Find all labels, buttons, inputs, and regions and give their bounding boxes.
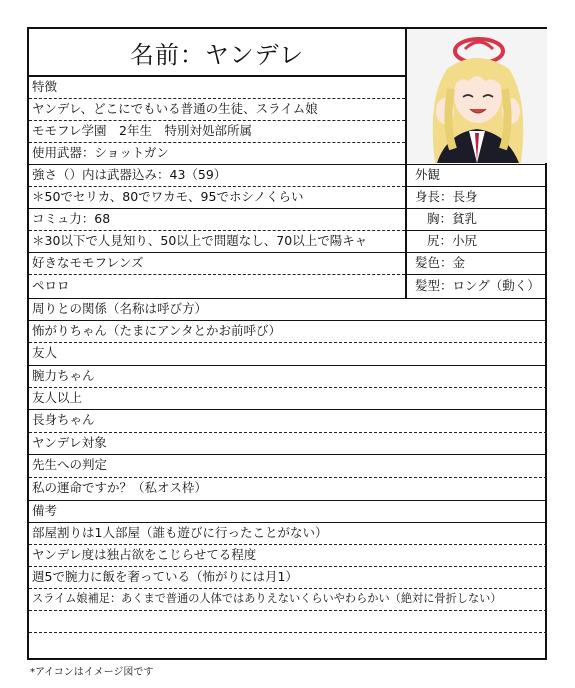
relation-row: 私の運命ですか？（私オス枠）	[32, 480, 207, 496]
character-portrait	[407, 29, 547, 163]
note-row	[29, 610, 547, 632]
relation-row: 友人	[32, 345, 58, 361]
notes-heading: 備考	[32, 502, 58, 518]
appearance-row: 髪色：金	[415, 254, 466, 270]
feature-row: モモフレ学園 2年生 特別対処部所属	[32, 122, 252, 138]
note-row	[29, 632, 547, 658]
relation-row: 先生への判定	[32, 457, 108, 473]
note-row: 部屋割りは1人部屋（誰も遊びに行ったことがない）	[32, 524, 328, 540]
feature-row: 好きなモモフレンズ	[32, 254, 144, 270]
footnote: *アイコンはイメージ図です	[30, 667, 154, 678]
relation-row: 長身ちゃん	[32, 412, 95, 428]
appearance-heading: 外観	[415, 166, 441, 182]
relation-row: 怖がりちゃん（たまにアンタとかお前呼び）	[32, 322, 282, 338]
note-row: 週5で腕力に飯を奢っている（怖がりには月1）	[32, 568, 298, 584]
feature-row: 使用武器：ショットガン	[32, 144, 169, 160]
page-title: 名前：ヤンデレ	[29, 29, 405, 77]
note-row: スライム娘補足：あくまで普通の人体ではありえないくらいやわらかい（絶対に骨折しない）	[32, 592, 502, 606]
feature-row: 強さ（）内は武器込み：43（59）	[32, 166, 227, 182]
feature-row: コミュ力：68	[32, 210, 111, 226]
profile-sheet	[27, 27, 547, 660]
features-heading: 特徴	[32, 78, 58, 94]
appearance-row: 尻：小尻	[427, 232, 478, 248]
relations-heading: 周りとの関係（名称は呼び方）	[32, 300, 208, 316]
relation-row: 腕力ちゃん	[32, 367, 95, 383]
feature-row: ＊30以下で人見知り、50以上で問題なし、70以上で陽キャ	[32, 232, 368, 248]
appearance-row: 髪型：ロング（動く）	[415, 277, 540, 293]
character-illustration	[407, 29, 547, 163]
feature-row: ＊50でセリカ、80でワカモ、95でホシノくらい	[32, 188, 304, 204]
appearance-row: 身長：長身	[415, 188, 478, 204]
appearance-row: 胸：貧乳	[427, 210, 478, 226]
relation-row: 友人以上	[32, 389, 83, 405]
feature-row: ペロロ	[32, 277, 70, 293]
feature-row: ヤンデレ、どこにでもいる普通の生徒、スライム娘	[32, 100, 318, 116]
note-row: ヤンデレ度は独占欲をこじらせてる程度	[32, 546, 257, 562]
relation-row: ヤンデレ対象	[32, 434, 107, 450]
